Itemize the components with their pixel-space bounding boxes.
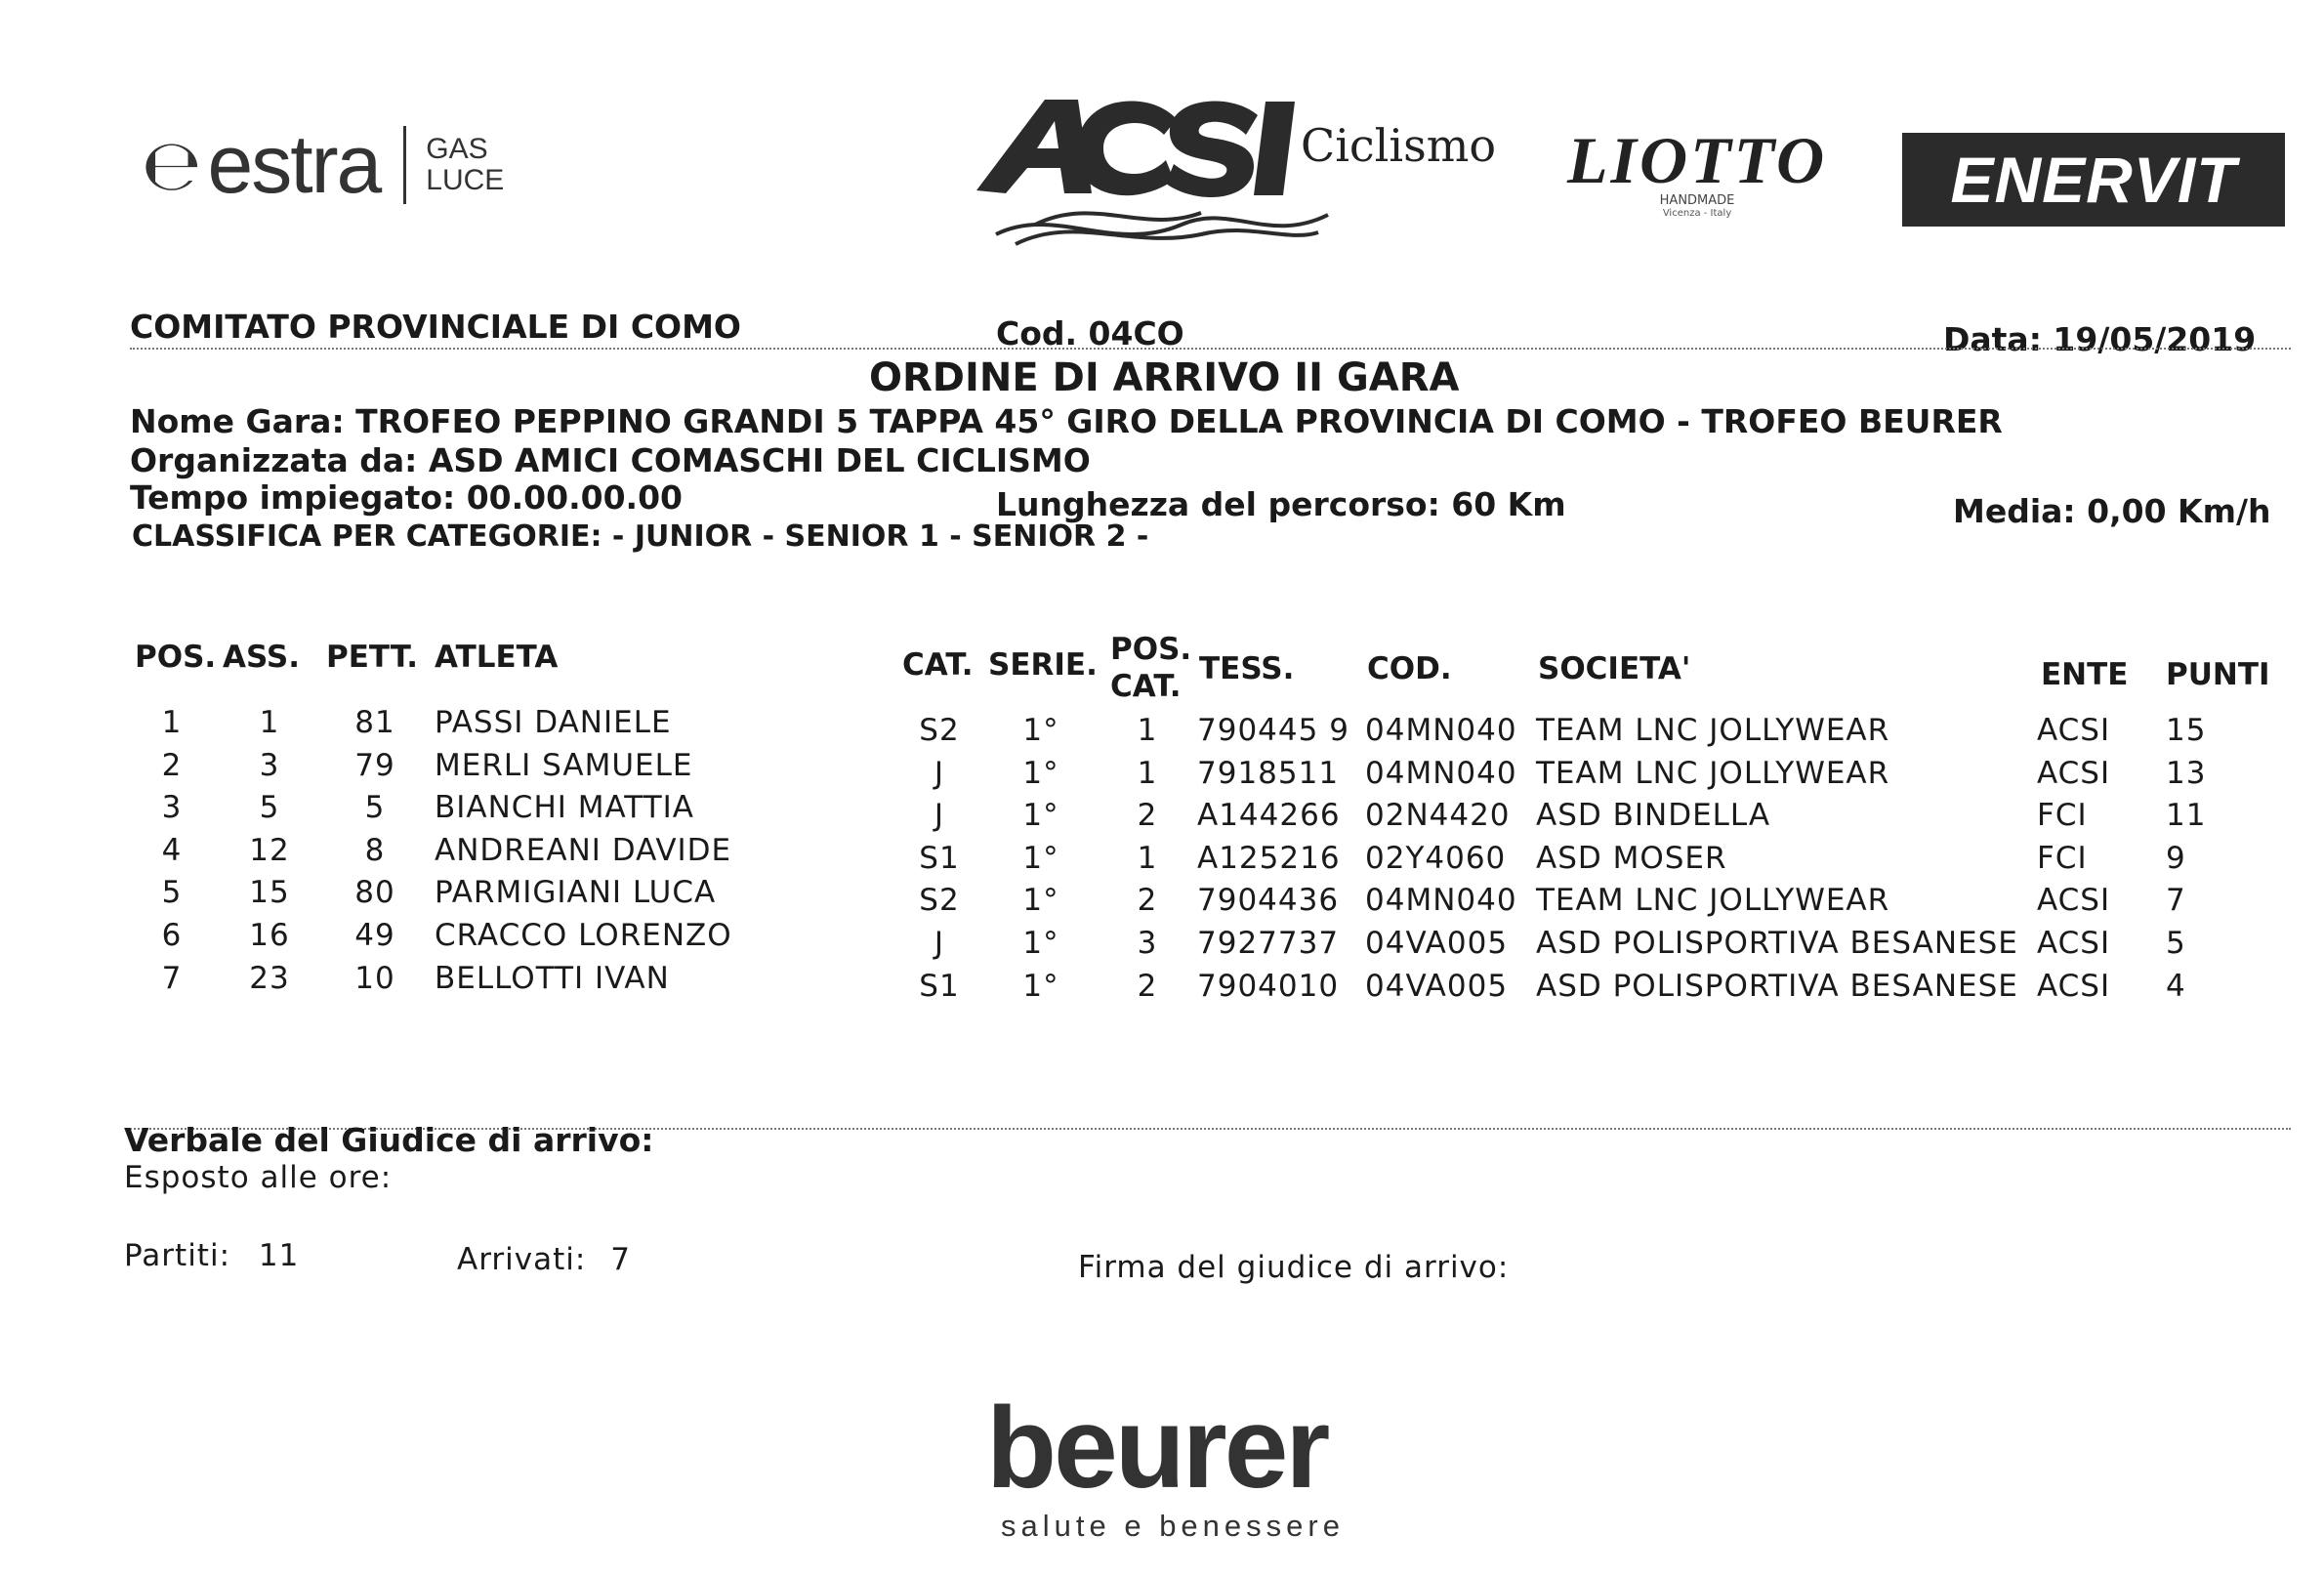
cell-cat: S2 (919, 713, 960, 748)
cell-poscat: 1 (1137, 713, 1158, 748)
race-classification: CLASSIFICA PER CATEGORIE: - JUNIOR - SENIOR 1 - SENIOR 2 - (132, 519, 1149, 554)
cell-punti: 9 (2166, 840, 2186, 876)
cell-pos: 6 (161, 918, 183, 953)
col-poscat-line1: POS. (1110, 632, 1192, 667)
liotto-logo (1567, 122, 1827, 219)
cell-cod: 02N4420 (1365, 798, 1511, 834)
estra-tagline: GAS LUCE (426, 132, 505, 196)
cell-tess: 7918511 (1197, 755, 1340, 791)
acsi-tagline: Ciclismo (1301, 119, 1497, 172)
race-time: Tempo impiegato: 00.00.00.00 (130, 478, 684, 517)
cell-pett: 10 (354, 960, 395, 996)
col-pett: PETT. (326, 640, 418, 675)
cell-poscat: 2 (1137, 968, 1158, 1004)
cell-ass: 5 (259, 790, 280, 826)
beurer-logo: beurer (986, 1384, 1328, 1513)
col-cod: COD. (1367, 651, 1452, 686)
cell-ass: 16 (249, 918, 290, 953)
cell-serie: 1° (1022, 926, 1059, 961)
cell-punti: 5 (2166, 926, 2186, 961)
document-date: Data: 19/05/2019 (1943, 320, 2257, 358)
estra-logo (142, 117, 504, 212)
cell-punti: 13 (2166, 755, 2207, 791)
cell-ente: FCI (2037, 840, 2088, 876)
liotto-sub-handmade: HANDMADE (1659, 193, 1735, 208)
cell-serie: 1° (1022, 713, 1059, 748)
cell-pett: 5 (364, 790, 386, 826)
cell-ente: ACSI (2037, 713, 2111, 748)
liotto-wordmark: LIOTTO (1567, 123, 1828, 197)
cell-poscat: 2 (1137, 883, 1158, 919)
committee-name: COMITATO PROVINCIALE DI COMO (130, 308, 741, 346)
cell-pos: 3 (161, 790, 183, 826)
esposto-label: Esposto alle ore: (124, 1160, 393, 1195)
cell-atleta: PASSI DANIELE (435, 705, 672, 740)
firma-label: Firma del giudice di arrivo: (1078, 1250, 1510, 1285)
cell-serie: 1° (1022, 798, 1059, 834)
arrivati-field (457, 1242, 631, 1277)
col-ente: ENTE (2041, 657, 2129, 692)
cell-poscat: 1 (1137, 755, 1158, 791)
cell-punti: 15 (2166, 713, 2207, 748)
col-cat: CAT. (902, 647, 974, 683)
table-row (0, 790, 2324, 833)
cell-tess: A144266 (1197, 798, 1341, 834)
table-row (0, 961, 2324, 1004)
table-row (0, 875, 2324, 918)
table-row (0, 918, 2324, 961)
cell-punti: 7 (2166, 883, 2186, 919)
cell-societa: ASD POLISPORTIVA BESANESE (1536, 968, 2018, 1004)
cell-ass: 12 (249, 832, 290, 868)
committee-code: Cod. 04CO (996, 314, 1184, 353)
cell-atleta: MERLI SAMUELE (435, 747, 693, 783)
cell-pett: 79 (354, 747, 395, 783)
cell-cat: S1 (919, 968, 960, 1004)
cell-pett: 80 (354, 875, 395, 911)
enervit-wordmark: ENERVIT (1950, 144, 2237, 216)
cell-ente: ACSI (2037, 755, 2111, 791)
cell-poscat: 3 (1137, 926, 1158, 961)
cell-societa: ASD BINDELLA (1536, 798, 1771, 834)
col-ass: ASS. (223, 640, 301, 675)
cell-punti: 11 (2166, 798, 2207, 834)
table-row (0, 705, 2324, 748)
enervit-logo (1902, 133, 2285, 227)
cell-cod: 04MN040 (1365, 755, 1517, 791)
cell-cat: S2 (919, 883, 960, 919)
cell-poscat: 2 (1137, 798, 1158, 834)
cell-tess: 7904436 (1197, 883, 1340, 919)
cell-ass: 1 (259, 705, 280, 740)
cell-serie: 1° (1022, 883, 1059, 919)
cell-cod: 04MN040 (1365, 883, 1517, 919)
race-name: Nome Gara: TROFEO PEPPINO GRANDI 5 TAPPA 45° GIRO DELLA PROVINCIA DI COMO - TROFEO BEURER (130, 402, 2003, 440)
cell-tess: 7904010 (1197, 968, 1340, 1004)
race-organizer: Organizzata da: ASD AMICI COMASCHI DEL CICLISMO (130, 441, 1091, 479)
cell-atleta: CRACCO LORENZO (435, 918, 732, 953)
cell-societa: TEAM LNC JOLLYWEAR (1536, 883, 1890, 919)
liotto-sub-location: Vicenza - Italy (1662, 208, 1732, 219)
cell-cod: 04VA005 (1365, 926, 1509, 961)
table-row (0, 833, 2324, 876)
cell-pos: 4 (161, 832, 183, 868)
cell-atleta: PARMIGIANI LUCA (435, 875, 717, 911)
cell-ente: ACSI (2037, 968, 2111, 1004)
table-row (0, 748, 2324, 791)
cell-societa: ASD MOSER (1536, 840, 1727, 876)
partiti-label: Partiti: (124, 1238, 231, 1273)
header-rule (130, 348, 2291, 350)
col-atleta: ATLETA (435, 640, 559, 675)
cell-cod: 02Y4060 (1365, 840, 1507, 876)
cell-poscat: 1 (1137, 840, 1158, 876)
cell-cat: S1 (919, 840, 960, 876)
partiti-value: 11 (258, 1238, 300, 1273)
col-societa: SOCIETA' (1538, 651, 1691, 686)
cell-pos: 2 (161, 747, 183, 783)
cell-ass: 15 (249, 875, 290, 911)
verbale-heading: Verbale del Giudice di arrivo: (124, 1121, 654, 1159)
cell-pos: 5 (161, 875, 183, 911)
cell-atleta: BIANCHI MATTIA (435, 790, 694, 826)
estra-wordmark: estra (207, 118, 381, 210)
arrivati-value: 7 (610, 1242, 631, 1277)
beurer-tagline: salute e benessere (1001, 1509, 1345, 1543)
estra-swirl-icon: ℮ (142, 123, 202, 206)
cell-ente: ACSI (2037, 926, 2111, 961)
cell-serie: 1° (1022, 840, 1059, 876)
cell-atleta: ANDREANI DAVIDE (435, 832, 732, 868)
cell-tess: 790445 9 (1197, 713, 1349, 748)
cell-cat: J (934, 926, 945, 961)
estra-divider (403, 126, 406, 204)
cell-ente: FCI (2037, 798, 2088, 834)
col-poscat-line2: CAT. (1110, 669, 1182, 704)
cell-societa: TEAM LNC JOLLYWEAR (1536, 713, 1890, 748)
col-pos: POS. (135, 640, 217, 675)
cell-tess: A125216 (1197, 840, 1341, 876)
cell-cat: J (934, 755, 945, 791)
cell-ass: 3 (259, 747, 280, 783)
cell-pett: 81 (354, 705, 395, 740)
cell-cod: 04MN040 (1365, 713, 1517, 748)
col-serie: SERIE. (988, 647, 1098, 683)
cell-societa: TEAM LNC JOLLYWEAR (1536, 755, 1890, 791)
cell-ente: ACSI (2037, 883, 2111, 919)
partiti-field (124, 1238, 299, 1273)
col-tess: TESS. (1199, 651, 1295, 686)
col-punti: PUNTI (2166, 657, 2270, 692)
cell-cod: 04VA005 (1365, 968, 1509, 1004)
cell-cat: J (934, 798, 945, 834)
cell-serie: 1° (1022, 755, 1059, 791)
cell-pos: 1 (161, 705, 183, 740)
cell-pett: 8 (364, 832, 386, 868)
cell-pett: 49 (354, 918, 395, 953)
cell-serie: 1° (1022, 968, 1059, 1004)
table-header-row (0, 632, 2324, 704)
race-length: Lunghezza del percorso: 60 Km (996, 485, 1566, 523)
document-title: ORDINE DI ARRIVO II GARA (869, 355, 1460, 400)
cell-societa: ASD POLISPORTIVA BESANESE (1536, 926, 2018, 961)
cell-atleta: BELLOTTI IVAN (435, 960, 670, 996)
arrivati-label: Arrivati: (457, 1242, 587, 1277)
cell-punti: 4 (2166, 968, 2186, 1004)
cell-tess: 7927737 (1197, 926, 1340, 961)
cell-pos: 7 (161, 960, 183, 996)
cell-ass: 23 (249, 960, 290, 996)
race-average: Media: 0,00 Km/h (1953, 492, 2271, 530)
